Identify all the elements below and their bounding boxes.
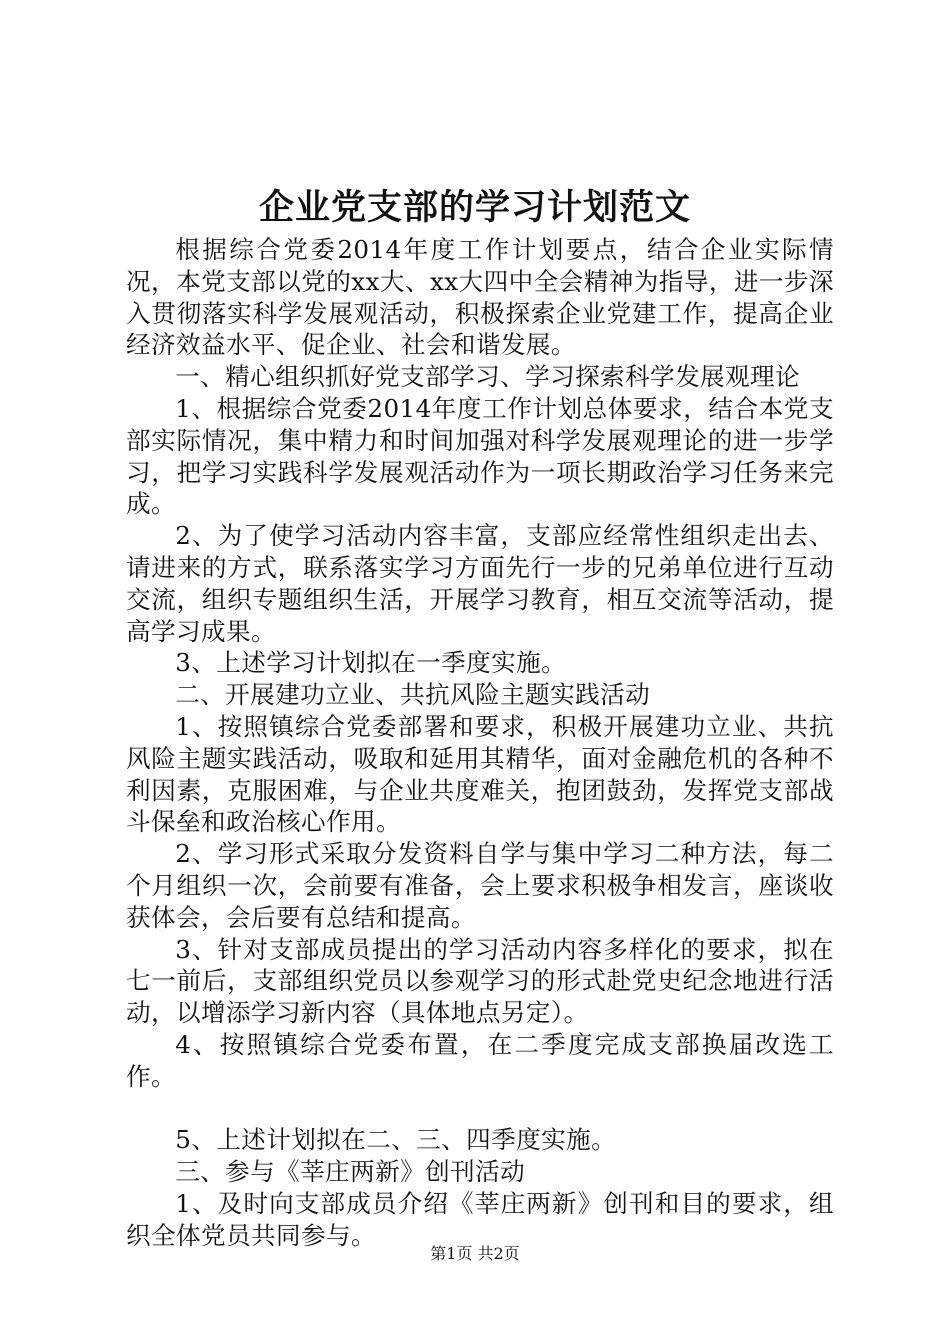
paragraph-1-1: 1、根据综合党委2014年度工作计划总体要求，结合本党支部实际情况，集中精力和时间加强对科学发展观理论的进一步学习，把学习实践科学发展观活动作为一项长期政治学习任务来完成。: [126, 393, 834, 519]
section-heading-1: 一、精心组织抓好党支部学习、学习探索科学发展观理论: [175, 362, 801, 392]
paragraph-2-4: 4、按照镇综合党委布置，在二季度完成支部换届改选工作。: [126, 1029, 834, 1091]
section-heading-3: 三、参与《莘庄两新》创刊活动: [175, 1157, 526, 1187]
paragraph-2-5: 5、上述计划拟在二、三、四季度实施。: [175, 1125, 617, 1155]
document-body: [126, 234, 834, 1252]
paragraph-1-3: 3、上述学习计划拟在一季度实施。: [175, 648, 567, 678]
paragraph-3-1: 1、及时向支部成员介绍《莘庄两新》创刊和目的要求，组织全体党员共同参与。: [126, 1188, 834, 1250]
paragraph-1-2: 2、为了使学习活动内容丰富，支部应经常性组织走出去、请进来的方式，联系落实学习方面先行一步的兄弟单位进行互动交流，组织专题组织生活，开展学习教育，相互交流等活动，提高学习成果。: [126, 521, 834, 646]
page-number-footer: 第1页 共2页: [430, 1244, 520, 1263]
document-title: 企业党支部的学习计划范文: [258, 187, 691, 228]
paragraph-2-1: 1、按照镇综合党委部署和要求，积极开展建功立业、共抗风险主题实践活动，吸取和延用其精华，面对金融危机的各种不利因素，克服困难，与企业共度难关，抱团鼓劲，发挥党支部战斗保垒和政治核心作用。: [126, 711, 834, 837]
paragraph-2-3: 3、针对支部成员提出的学习活动内容多样化的要求，拟在七一前后，支部组织党员以参观学习的形式赴党史纪念地进行活动，以增添学习新内容（具体地点另定）。: [126, 934, 834, 1028]
section-heading-2: 二、开展建功立业、共抗风险主题实践活动: [175, 680, 651, 710]
intro-paragraph: 根据综合党委2014年度工作计划要点，结合企业实际情况，本党支部以党的xx大、xx大四中全会精神为指导，进一步深入贯彻落实科学发展观活动，积极探索企业党建工作，提高企业经济效益水平、促企业、社会和谐发展。: [126, 235, 834, 360]
paragraph-2-2: 2、学习形式采取分发资料自学与集中学习二种方法，每二个月组织一次，会前要有准备，会上要求积极争相发言，座谈收获体会，会后要有总结和提高。: [126, 839, 834, 932]
